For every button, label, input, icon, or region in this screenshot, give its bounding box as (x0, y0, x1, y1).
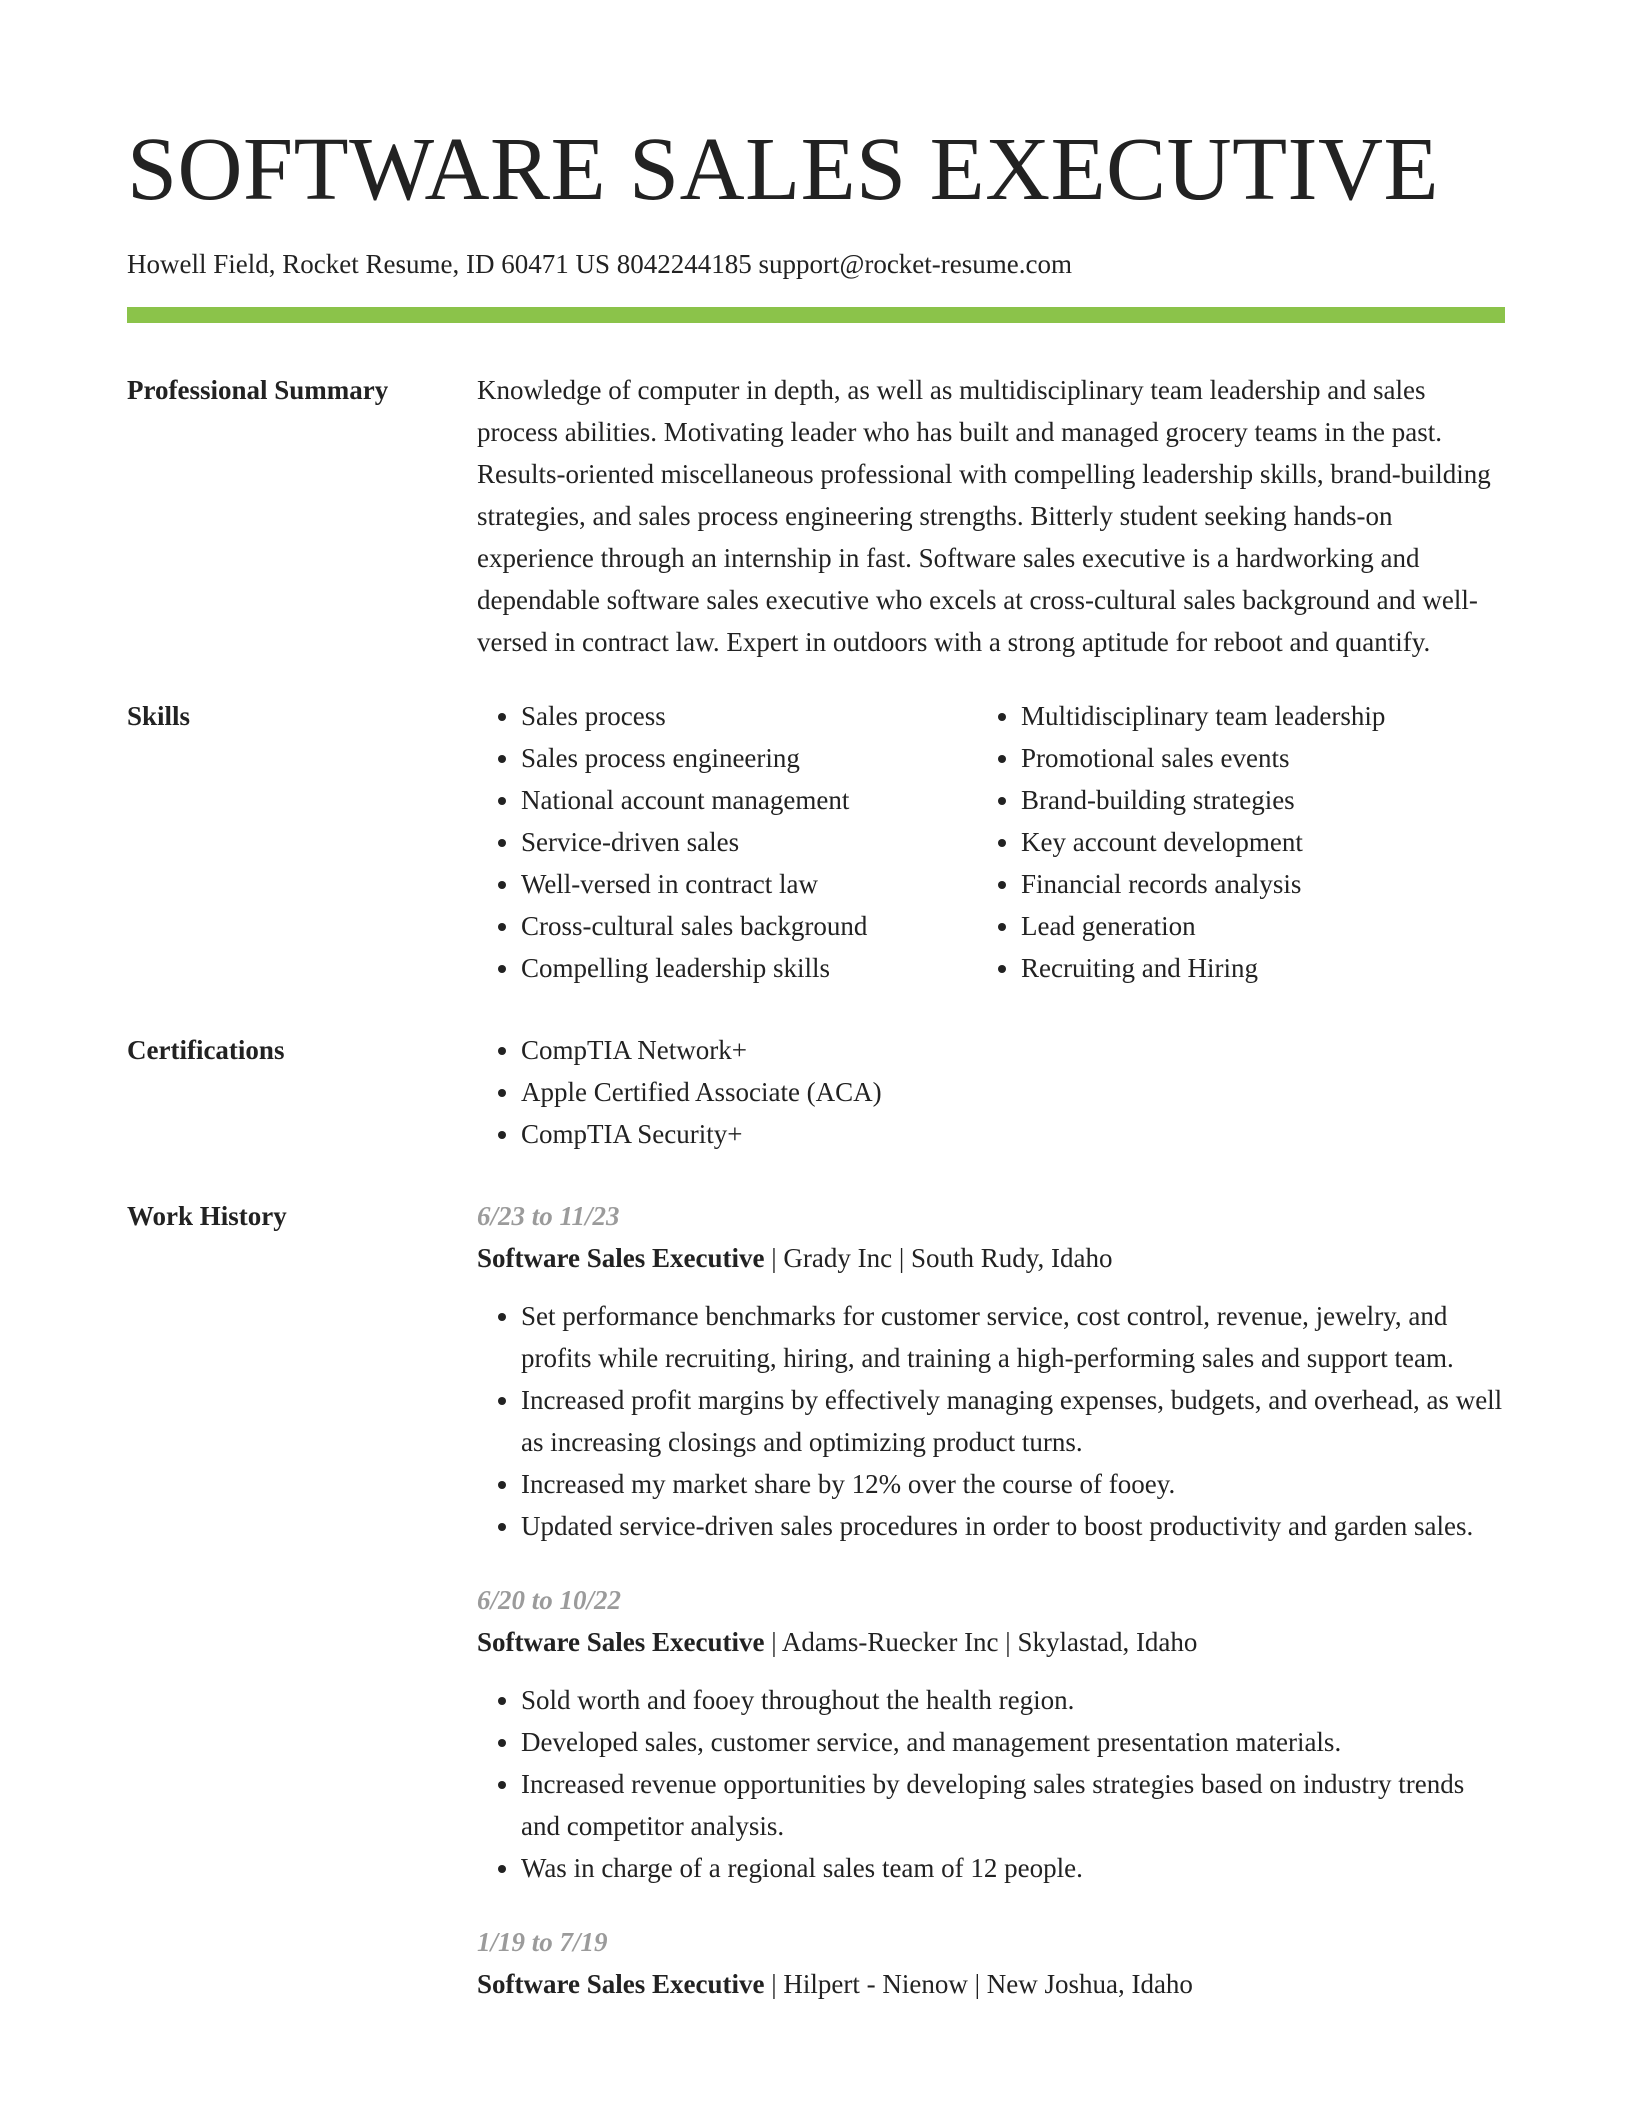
certification-item: • Apple Certified Associate (ACA) (521, 1071, 1505, 1113)
job-dates: 1/19 to 7/19 (477, 1927, 608, 1957)
skill-item: • Cross-cultural sales background (521, 905, 977, 947)
header-divider (127, 307, 1505, 323)
section-label-certifications: Certifications (127, 1035, 285, 1065)
skill-item: • Lead generation (1021, 905, 1477, 947)
skill-item: • Sales process (521, 695, 977, 737)
contact-phone: 8042244185 (616, 249, 752, 279)
skill-item: • Recruiting and Hiring (1021, 947, 1477, 989)
summary-text: Knowledge of computer in depth, as well as multidisciplinary team leadership and sales process abilities. Motivating leader who has built and managed grocery teams in the past. Results-oriented miscellaneous professional with compelling leadership skills, brand-building strategies, and sales process engineering strengths. Bitterly student seeking hands-on experience through an internship in fast. Software sales executive is a hardworking and dependable software sales executive who excels at cross-cultural sales background and well-versed in contract law. Expert in outdoors with a strong aptitude for reboot and quantify. (477, 375, 1491, 657)
certifications-body (477, 1029, 1505, 1155)
section-certifications (127, 1029, 1505, 1155)
certification-item: • CompTIA Security+ (521, 1113, 1505, 1155)
job-bullet: • Increased profit margins by effectively managing expenses, budgets, and overhead, as well as increasing closings and optimizing product turns. (521, 1379, 1505, 1463)
job-company-line: | Hilpert - Nienow | New Joshua, Idaho (764, 1969, 1193, 1999)
contact-address: Howell Field, Rocket Resume, ID 60471 US (127, 249, 610, 279)
job-bullets (477, 1679, 1505, 1889)
certifications-list (477, 1029, 1505, 1155)
job-bullet: • Set performance benchmarks for customer service, cost control, revenue, jewelry, and profits while recruiting, hiring, and training a high-performing sales and support team. (521, 1295, 1505, 1379)
skills-grid (477, 695, 1505, 989)
job-title: Software Sales Executive (477, 1627, 765, 1657)
skill-item: • Financial records analysis (1021, 863, 1477, 905)
job-entry (477, 1579, 1505, 1889)
skill-item: • Multidisciplinary team leadership (1021, 695, 1477, 737)
job-bullet: • Updated service-driven sales procedures in order to boost productivity and garden sales. (521, 1505, 1505, 1547)
job-bullet: • Increased my market share by 12% over the course of fooey. (521, 1463, 1505, 1505)
job-bullet: • Sold worth and fooey throughout the health region. (521, 1679, 1505, 1721)
job-title-line (477, 1963, 1505, 2005)
job-bullets (477, 1295, 1505, 1547)
job-bullet: • Developed sales, customer service, and management presentation materials. (521, 1721, 1505, 1763)
job-title-line (477, 1621, 1505, 1663)
section-label-skills: Skills (127, 701, 191, 731)
skill-item: • Promotional sales events (1021, 737, 1477, 779)
job-company-line: | Adams-Ruecker Inc | Skylastad, Idaho (764, 1627, 1198, 1657)
skill-item: • National account management (521, 779, 977, 821)
skill-item: • Service-driven sales (521, 821, 977, 863)
job-company-line: | Grady Inc | South Rudy, Idaho (764, 1243, 1113, 1273)
work-history-body (477, 1195, 1505, 2005)
skill-item: • Sales process engineering (521, 737, 977, 779)
resume-name: SOFTWARE SALES EXECUTIVE (127, 120, 1439, 219)
section-skills (127, 695, 1505, 989)
section-label-summary: Professional Summary (127, 375, 389, 405)
skill-item: • Brand-building strategies (1021, 779, 1477, 821)
job-entry (477, 1195, 1505, 1547)
job-dates: 6/20 to 10/22 (477, 1585, 622, 1615)
job-bullet: • Was in charge of a regional sales team of 12 people. (521, 1847, 1505, 1889)
job-title-line (477, 1237, 1505, 1279)
job-title: Software Sales Executive (477, 1243, 765, 1273)
skills-column-left (477, 695, 977, 989)
skill-item: • Key account development (1021, 821, 1477, 863)
certification-item: • CompTIA Network+ (521, 1029, 1505, 1071)
skill-item: • Well-versed in contract law (521, 863, 977, 905)
summary-body (477, 369, 1505, 663)
job-title: Software Sales Executive (477, 1969, 765, 1999)
section-professional-summary (127, 369, 1505, 663)
skill-item: • Compelling leadership skills (521, 947, 977, 989)
section-work-history (127, 1195, 1505, 2005)
job-bullet: • Increased revenue opportunities by developing sales strategies based on industry trends and competitor analysis. (521, 1763, 1505, 1847)
section-label-work-history: Work History (127, 1201, 287, 1231)
skills-list-right (977, 695, 1477, 989)
skills-list-left (477, 695, 977, 989)
job-dates: 6/23 to 11/23 (477, 1201, 620, 1231)
job-entry (477, 1921, 1505, 2005)
skills-body (477, 695, 1505, 989)
contact-line (127, 246, 1505, 282)
contact-email: support@rocket-resume.com (758, 249, 1072, 279)
skills-column-right (977, 695, 1477, 989)
